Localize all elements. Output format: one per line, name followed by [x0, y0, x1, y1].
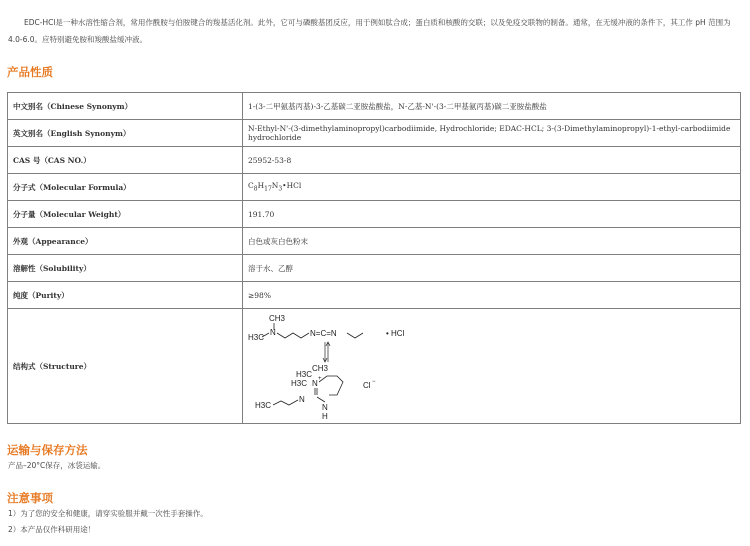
note-item: 2）本产品仅作科研用途！ [8, 525, 96, 534]
charge-plus: + [318, 376, 322, 382]
table-row [8, 255, 741, 282]
structure-label: Cl [363, 381, 371, 390]
property-label: 英文别名（English Synonym） [8, 120, 243, 147]
property-label: 分子量（Molecular Weight） [8, 201, 243, 228]
property-value: N-Ethyl-N'-(3-dimethylaminopropyl)carbodiimide, Hydrochloride; EDAC-HCL; 3-(3-Dimethylaminopropyl)-1-ethyl-carbodiimide hydrochloride [243, 120, 741, 147]
property-value: ≥98% [243, 282, 741, 309]
properties-section-title: 产品性质 [7, 65, 53, 79]
properties-table [7, 92, 741, 424]
molecular-formula-value: $C_8H_{17}N_3•HCl$ [243, 174, 741, 201]
property-label: 外观（Appearance） [8, 228, 243, 255]
structure-label: • HCl [386, 329, 405, 338]
property-label: 纯度（Purity） [8, 282, 243, 309]
note-item: 1）为了您的安全和健康，请穿实验服并戴一次性手套操作。 [8, 509, 208, 518]
property-label: CAS 号（CAS NO.） [8, 147, 243, 174]
structure-label: H [322, 412, 328, 421]
table-row [8, 93, 741, 120]
property-value: 25952-53-8 [243, 147, 741, 174]
table-row [8, 174, 741, 201]
structure-label: N [270, 328, 276, 337]
product-intro: EDC-HCl是一种水溶性缩合剂，常用作酰胺与伯胺键合的羧基活化剂。此外，它可与磷酸基团反应，用于例如肽合成；蛋白质和核酸的交联；以及免疫交联物的制备。通常，在无缓冲液的条件下，其工作 pH 范围为4.0-6.0。应特别避免胺和羧酸盐缓冲液。 [8, 18, 731, 44]
structure-label: H3C [255, 401, 272, 410]
structure-diagram [243, 309, 463, 421]
charge-minus: − [372, 379, 376, 385]
table-row [8, 120, 741, 147]
table-row [8, 147, 741, 174]
property-value: 白色或灰白色粉末 [243, 228, 741, 255]
transport-section-title: 运输与保存方法 [7, 443, 88, 457]
table-row [8, 309, 741, 424]
table-row [8, 228, 741, 255]
property-label: 分子式（Molecular Formula） [8, 174, 243, 201]
transport-text: 产品–20°C保存，冰袋运输。 [8, 461, 106, 470]
structure-label: N [299, 395, 305, 404]
property-value: 191.70 [243, 201, 741, 228]
structure-label: N=C=N [310, 329, 337, 338]
property-label: 结构式（Structure） [8, 309, 243, 424]
table-row [8, 201, 741, 228]
property-label: 溶解性（Solubility） [8, 255, 243, 282]
structure-label: CH3 [269, 314, 286, 323]
property-value: 1-(3-二甲氨基丙基)-3-乙基碳二亚胺盐酸盐，N-乙基-N'-(3-二甲基氨丙基)碳二亚胺盐酸盐 [243, 93, 741, 120]
property-label: 中文别名（Chinese Synonym） [8, 93, 243, 120]
property-value: 溶于水、乙醇 [243, 255, 741, 282]
notes-section-title: 注意事项 [7, 491, 53, 505]
structure-label: N [322, 403, 328, 412]
structure-label: CH3 [312, 364, 329, 373]
table-row [8, 282, 741, 309]
structure-label: H3C [291, 379, 308, 388]
structure-label: H3C [296, 370, 313, 379]
structure-cell [243, 309, 741, 424]
structure-label: N [312, 379, 318, 388]
structure-label: H3C [248, 333, 265, 342]
